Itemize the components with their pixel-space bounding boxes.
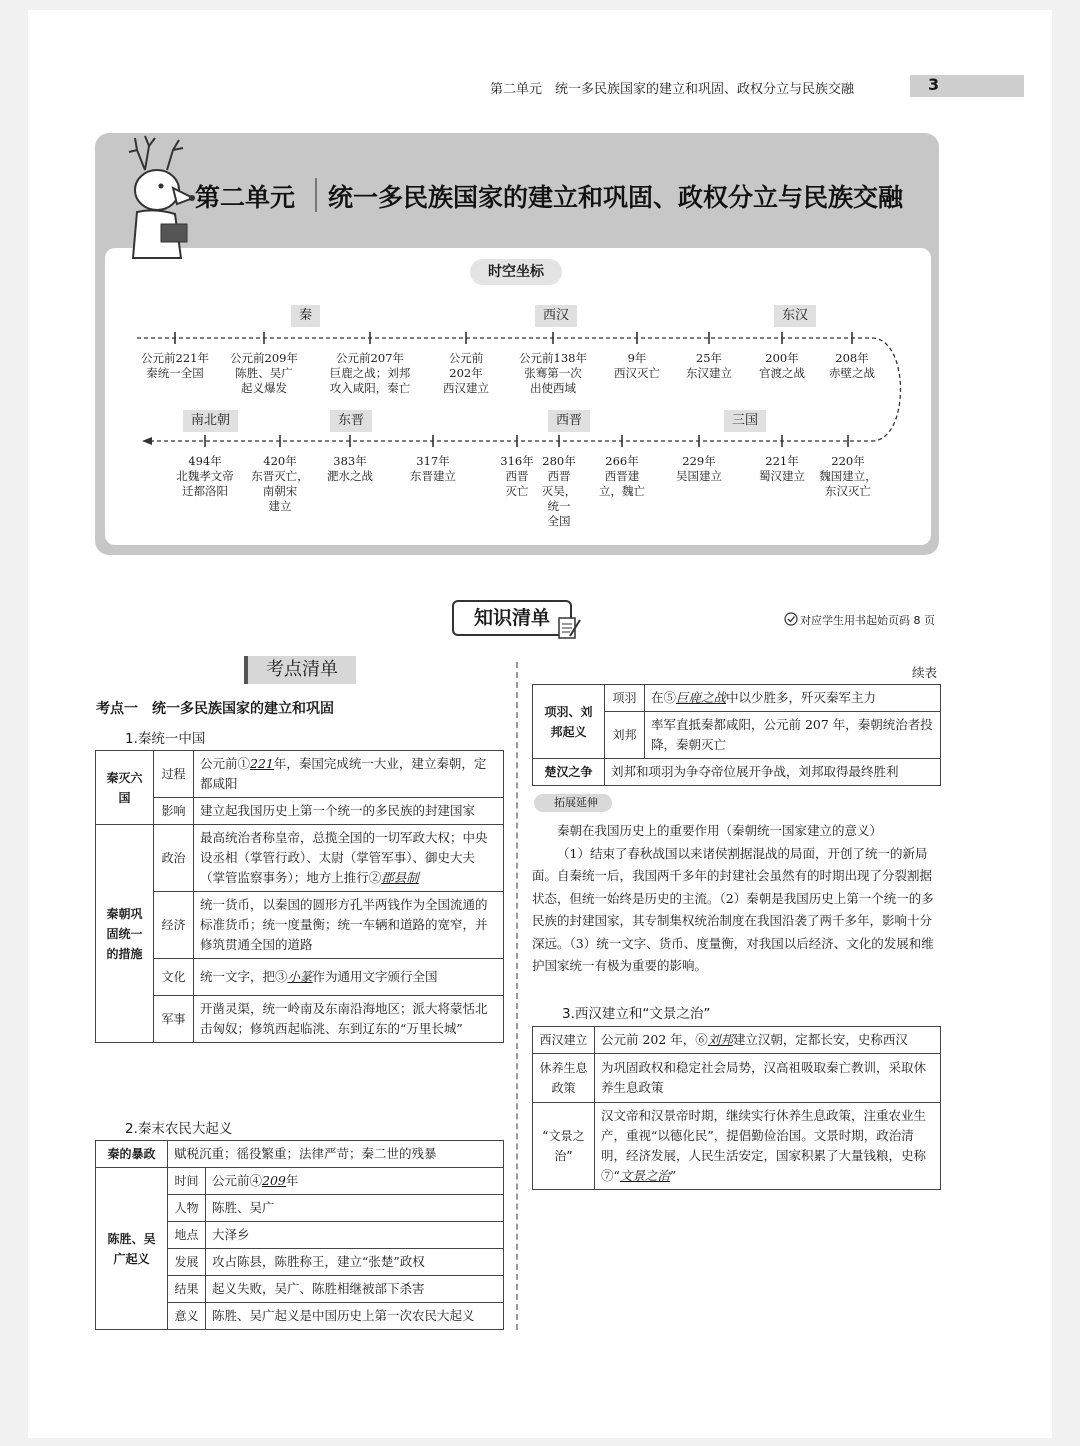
content-cell: 为巩固政权和稳定社会局势，汉高祖吸取秦亡教训，采取休养生息政策	[595, 1054, 941, 1103]
answer-blank: 文景之治	[619, 1168, 670, 1183]
table-row	[96, 798, 504, 825]
timeline-event: 公元前207年 巨鹿之战；刘邦 攻入咸阳，秦亡	[329, 351, 411, 395]
content-cell: 赋税沉重；徭役繁重；法律严苛；秦二世的残暴	[168, 1141, 504, 1168]
category-cell: “文景之治”	[533, 1103, 595, 1190]
content-cell	[645, 685, 941, 712]
timeline-event: 公元前138年 张骞第一次 出使西域	[519, 351, 587, 395]
subcategory-cell: 文化	[154, 959, 194, 996]
era-sanguo: 三国	[724, 410, 766, 432]
peasant-uprising-table	[95, 1140, 504, 1330]
point-1-title: 考点一 统一多民族国家的建立和巩固	[96, 701, 334, 717]
timeline-title: 时空坐标	[470, 259, 562, 285]
timeline-event: 220年 魏国建立， 东汉灭亡	[819, 454, 877, 498]
content-cell: 率军直抵秦都咸阳，公元前 207 年，秦朝统治者投降，秦朝灭亡	[645, 712, 941, 759]
timeline-event: 383年 淝水之战	[327, 454, 373, 483]
text: 公元前④	[212, 1173, 263, 1188]
subcategory-cell: 政治	[154, 825, 194, 892]
text: 作为通用文字颁行全国	[312, 969, 438, 984]
section-3-title: 3.西汉建立和“文景之治”	[562, 1006, 711, 1022]
content-cell: 攻占陈县，陈胜称王，建立“张楚”政权	[206, 1249, 504, 1276]
answer-blank: 郡县制	[381, 870, 419, 885]
category-cell: 秦灭六国	[96, 751, 154, 825]
table-row	[96, 996, 504, 1043]
content-cell: 陈胜、吴广	[206, 1195, 504, 1222]
check-circle-icon	[784, 612, 798, 626]
content-cell	[194, 959, 504, 996]
section-2-title: 2.秦末农民大起义	[125, 1121, 233, 1137]
answer-blank: 刘邦	[707, 1032, 733, 1047]
category-cell: 秦的暴政	[96, 1141, 168, 1168]
subcategory-cell: 人物	[168, 1195, 206, 1222]
extension-paragraph: 秦朝在我国历史上的重要作用（秦朝统一国家建立的意义）	[557, 823, 883, 838]
table-row	[533, 685, 941, 712]
page-reference-note: 对应学生用书起始页码 8 页	[800, 614, 935, 627]
xiangyu-liubang-table	[532, 684, 941, 786]
column-divider	[516, 662, 518, 1330]
content-cell	[206, 1168, 504, 1195]
unit-title: 统一多民族国家的建立和巩固、政权分立与民族交融	[328, 183, 904, 212]
text: 建立汉朝，定都长安，史称西汉	[732, 1032, 908, 1047]
text: 年，秦国完成统一大业，建立秦朝，定都咸阳	[200, 756, 487, 791]
timeline-event: 公元前221年 秦统一全国	[141, 351, 209, 380]
content-cell: 开凿灵渠，统一岭南及东南沿海地区；派大将蒙恬北击匈奴；修筑西起临洮、东到辽东的“万里长城”	[194, 996, 504, 1043]
era-xihan: 西汉	[535, 305, 577, 327]
text: 公元前 202 年，⑥	[601, 1032, 708, 1047]
content-cell: 建立起我国历史上第一个统一的多民族的封建国家	[194, 798, 504, 825]
content-cell	[194, 751, 504, 798]
timeline-event: 229年 吴国建立	[676, 454, 722, 483]
notebook-pen-icon	[556, 614, 582, 642]
content-cell: 陈胜、吴广起义是中国历史上第一次农民大起义	[206, 1303, 504, 1330]
timeline-event: 280年 西晋 灭吴， 统一 全国	[541, 454, 577, 528]
timeline-event: 316年 西晋 灭亡	[500, 454, 534, 498]
timeline-event: 420年 东晋灭亡， 南朝宋 建立	[251, 454, 309, 513]
subcategory-cell: 意义	[168, 1303, 206, 1330]
timeline-event: 494年 北魏孝文帝 迁都洛阳	[176, 454, 234, 498]
timeline-event: 208年 赤壁之战	[829, 351, 875, 380]
table-row	[533, 1103, 941, 1190]
table-row	[96, 959, 504, 996]
content-cell: 起义失败，吴广、陈胜相继被部下杀害	[206, 1276, 504, 1303]
subcategory-cell: 经济	[154, 892, 194, 959]
table-row	[96, 1168, 504, 1195]
subcategory-cell: 结果	[168, 1276, 206, 1303]
timeline-event: 317年 东晋建立	[410, 454, 456, 483]
era-donghan: 东汉	[774, 305, 816, 327]
timeline-event: 266年 西晋建 立，魏亡	[599, 454, 645, 498]
subcategory-cell: 影响	[154, 798, 194, 825]
timeline-event: 9年 西汉灭亡	[614, 351, 660, 380]
unit-label: 第二单元	[195, 183, 296, 212]
western-han-table	[532, 1026, 941, 1190]
era-nanbeichao: 南北朝	[183, 410, 238, 432]
subcategory-cell: 发展	[168, 1249, 206, 1276]
category-cell: 项羽、刘邦起义	[533, 685, 605, 759]
subcategory-cell: 军事	[154, 996, 194, 1043]
subcategory-cell: 过程	[154, 751, 194, 798]
answer-blank: 小篆	[287, 969, 313, 984]
text: 公元前①	[200, 756, 251, 771]
content-cell	[595, 1103, 941, 1190]
subcategory-cell: 项羽	[605, 685, 645, 712]
table-row	[533, 1054, 941, 1103]
table-row	[96, 751, 504, 798]
extension-paragraph: （1）结束了春秋战国以来诸侯割据混战的局面，开创了统一的新局面。自秦统一后，我国两千多年的封建社会虽然有的时期出现了分裂割据状态，但统一始终是历史的主流。（2）秦朝是我国历史上第一个统一的多民族的封建国家，其专制集权统治制度在我国沿袭了两千多年，影响十分深远。（3）统一文字、货币、度量衡，对我国以后经济、文化的发展和维护国家统一有极为重要的影响。	[532, 845, 934, 973]
qin-unification-table	[95, 750, 504, 1043]
text: 中以少胜多，歼灭秦军主力	[726, 690, 877, 705]
text: 统一文字，把③	[200, 969, 288, 984]
category-cell: 休养生息政策	[533, 1054, 595, 1103]
subcategory-cell: 刘邦	[605, 712, 645, 759]
extension-text	[532, 820, 940, 978]
text: ”	[669, 1168, 677, 1183]
timeline-event: 25年 东汉建立	[686, 351, 732, 380]
table-row	[96, 1141, 504, 1168]
text: 最高统治者称皇帝，总揽全国的一切军政大权；中央设丞相（掌管行政）、太尉（掌管军事）、御史大夫（掌管监察事务）；地方上推行②	[200, 830, 488, 885]
content-cell: 大泽乡	[206, 1222, 504, 1249]
timeline-event: 221年 蜀汉建立	[759, 454, 805, 483]
timeline-event: 200年 官渡之战	[759, 351, 805, 380]
content-cell	[194, 825, 504, 892]
extension-badge: 拓展延伸	[534, 794, 612, 812]
key-points-title: 考点清单	[244, 656, 356, 684]
knowledge-list-title: 知识清单	[452, 600, 572, 636]
table-row	[96, 892, 504, 959]
text: 汉文帝和汉景帝时期，继续实行休养生息政策，注重农业生产，重视“以德化民”，提倡勤俭治国。文景时期，政治清明，经济发展，人民生活安定，国家积累了大量钱粮，史称⑦“	[601, 1108, 927, 1183]
timeline-event: 公元前 202年 西汉建立	[443, 351, 489, 395]
table-row	[533, 1027, 941, 1054]
era-qin: 秦	[291, 305, 320, 327]
section-1-title: 1.秦统一中国	[125, 731, 206, 747]
category-cell: 陈胜、吴广起义	[96, 1168, 168, 1330]
content-cell: 刘邦和项羽为争夺帝位展开争战，刘邦取得最终胜利	[605, 759, 941, 786]
page-number: 3	[928, 75, 940, 94]
subcategory-cell: 地点	[168, 1222, 206, 1249]
table-row	[96, 825, 504, 892]
content-cell: 统一货币，以秦国的圆形方孔半两钱作为全国流通的标准货币；统一度量衡；统一车辆和道路的宽窄，并修筑贯通全国的道路	[194, 892, 504, 959]
era-dongjin: 东晋	[330, 410, 372, 432]
timeline-event: 公元前209年 陈胜、吴广 起义爆发	[230, 351, 298, 395]
answer-blank: 221	[250, 756, 274, 771]
running-title: 第二单元 统一多民族国家的建立和巩固、政权分立与民族交融	[490, 82, 855, 97]
category-cell: 秦朝巩固统一的措施	[96, 825, 154, 1043]
continued-label: 续表	[912, 665, 938, 680]
text: 在⑤	[651, 690, 677, 705]
answer-blank: 209	[262, 1173, 286, 1188]
answer-blank: 巨鹿之战	[676, 690, 727, 705]
content-cell	[595, 1027, 941, 1054]
text: 年	[285, 1173, 299, 1188]
category-cell: 西汉建立	[533, 1027, 595, 1054]
subcategory-cell: 时间	[168, 1168, 206, 1195]
category-cell: 楚汉之争	[533, 759, 605, 786]
table-row	[533, 759, 941, 786]
era-xijin: 西晋	[548, 410, 590, 432]
